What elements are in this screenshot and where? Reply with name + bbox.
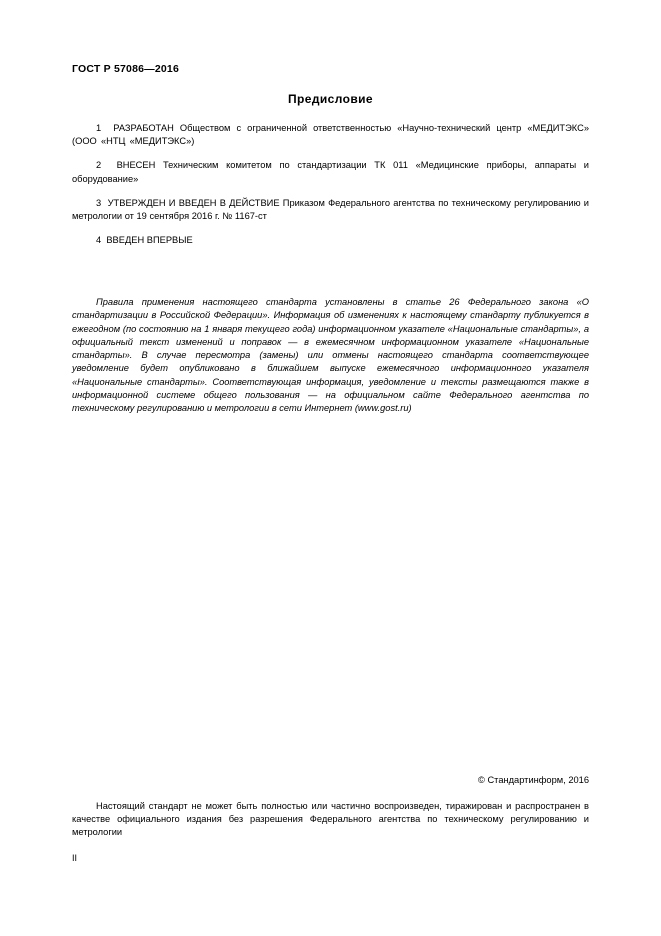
- clause-number: 1: [96, 123, 102, 133]
- application-rules-note: [72, 296, 589, 416]
- page-title: Предисловие: [288, 92, 373, 106]
- note-text: Правила применения настоящего стандарта установлены в статье 26 Федерального закона «О стандартизации в Российской Федерации». Информация об изменениях к настоящему стандарту публикуется в ежегодном (по состоянию на 1 января текущего года) информационном указателе «Национальные стандарты», а официальный текст изменений и поправок — в ежемесячном информационном указателе «Национальные стандарты». В случае пересмотра (замены) или отмены настоящего стандарта соответствующее уведомление будет опубликовано в ближайшем выпуске ежемесячного информационного указателя «Национальные стандарты». Соответствующая информация, уведомление и тексты размещаются также в информационной системе общего пользования — на официальном сайте Федерального агентства по техническому регулированию и метрологии в сети Интернет (www.gost.ru): [72, 297, 589, 414]
- clause-item: [72, 159, 589, 185]
- clause-text: ВНЕСЕН Техническим комитетом по стандартизации ТК 011 «Медицинские приборы, аппараты и оборудование»: [72, 160, 590, 184]
- clause-list: [72, 122, 589, 258]
- clause-text: УТВЕРЖДЕН И ВВЕДЕН В ДЕЙСТВИЕ Приказом Федерального агентства по техническому регулированию и метрологии от 19 сентября 2016 г. № 1167-ст: [72, 197, 589, 222]
- clause-item: [72, 234, 589, 247]
- standard-code-header: ГОСТ Р 57086—2016: [72, 63, 180, 75]
- footer-note-text: Настоящий стандарт не может быть полностью или частично воспроизведен, тиражирован и распространен в качестве официального издания без разрешения Федерального агентства по техническому регулированию и метрологии: [72, 801, 589, 838]
- page-number: II: [72, 853, 78, 863]
- clause-text: РАЗРАБОТАН Обществом с ограниченной ответственностью «Научно-технический центр «МЕДИТЭКС» (ООО «НТЦ «МЕДИТЭКС»): [72, 123, 589, 147]
- copyright-line: © Стандартинформ, 2016: [478, 775, 589, 785]
- clause-item: [72, 122, 589, 148]
- clause-number: 4: [96, 235, 102, 246]
- clause-item: [72, 197, 589, 223]
- clause-number: 2: [96, 160, 102, 171]
- clause-text: ВВЕДЕН ВПЕРВЫЕ: [106, 235, 193, 246]
- reproduction-notice: [72, 800, 589, 840]
- clause-number: 3: [96, 197, 102, 208]
